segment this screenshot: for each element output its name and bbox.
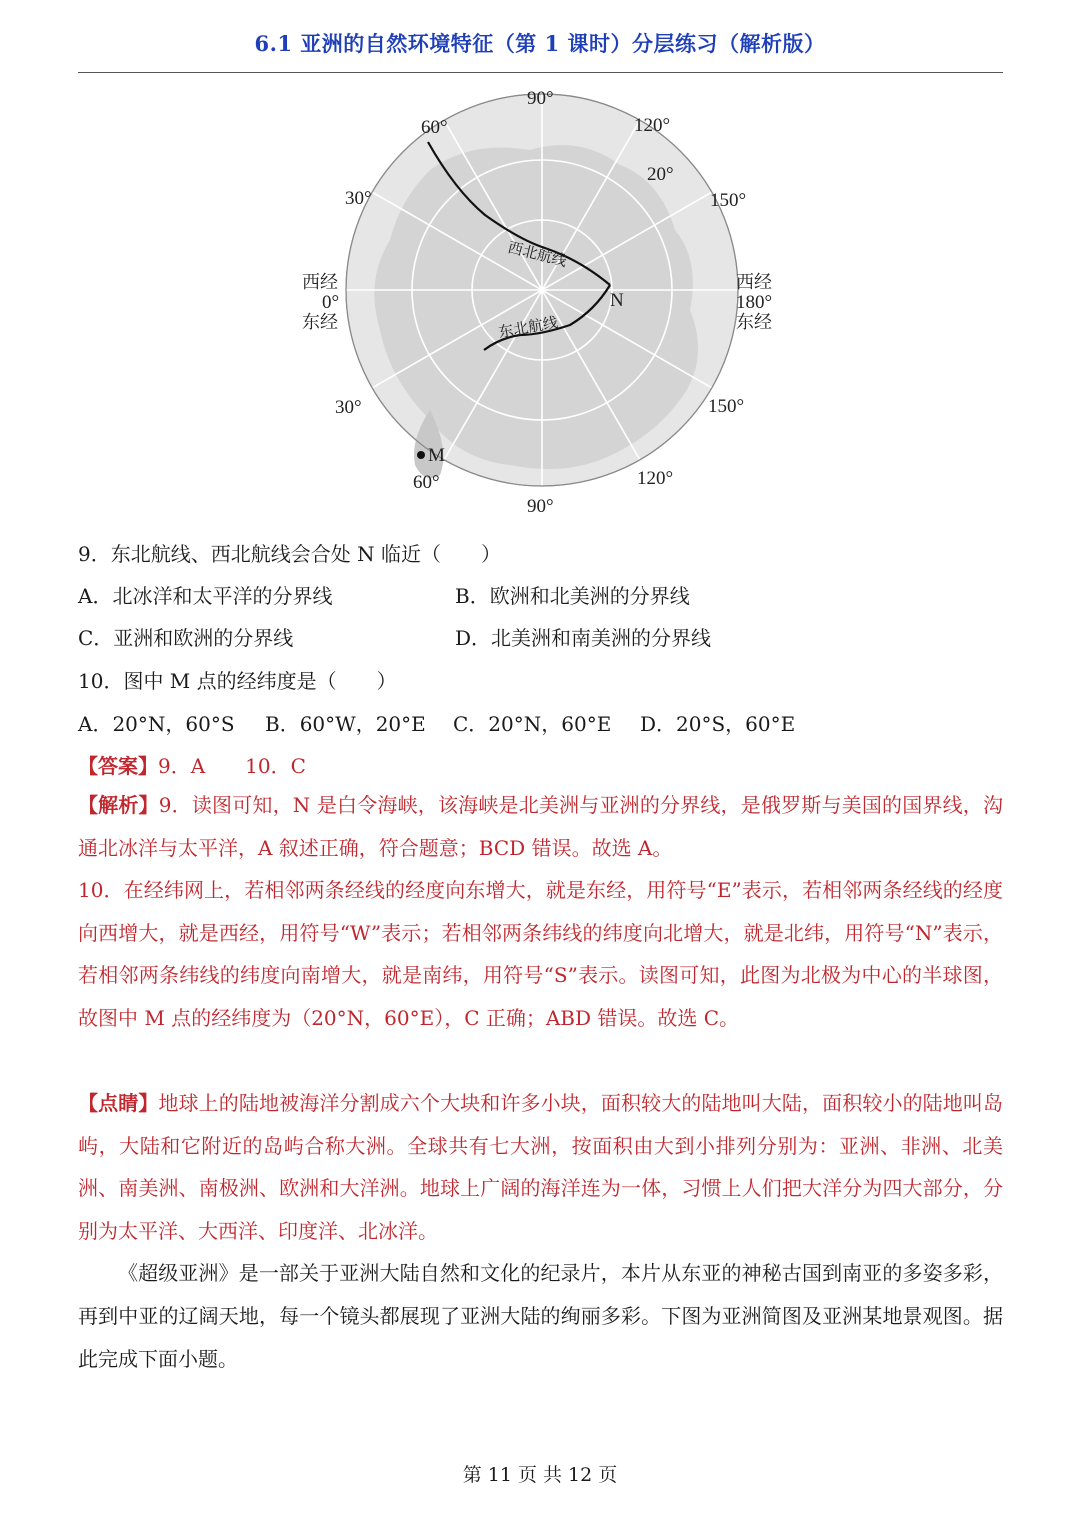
q9-option-a: A．北冰洋和太平洋的分界线 [78,584,333,608]
label-east-right: 东经 [736,312,772,333]
q9-option-d: D．北美洲和南美洲的分界线 [455,626,712,650]
header-divider [78,72,1003,73]
label-150-bottom-right: 150° [708,396,745,417]
label-bottom-120: 120° [637,468,674,489]
label-30-bottom-left: 30° [335,397,362,418]
label-top-90: 90° [527,88,554,109]
label-lat-20: 20° [647,164,674,185]
intro-paragraph: 《超级亚洲》是一部关于亚洲大陆自然和文化的纪录片，本片从东亚的神秘古国到南亚的多姿多彩，再到中亚的辽阔天地，每一个镜头都展现了亚洲大陆的绚丽多彩。下图为亚洲简图及亚洲某地景观图。据此完成下面小题。 [78,1261,1003,1371]
label-bottom-60: 60° [413,472,440,493]
polar-map-svg [280,80,800,520]
point-m-label: M [428,445,445,466]
tip-tag: 【点睛】 [78,1091,159,1115]
tip-text: 地球上的陆地被海洋分割成六个大块和许多小块，面积较大的陆地叫大陆，面积较小的陆地叫岛屿，大陆和它附近的岛屿合称大洲。全球共有七大洲，按面积由大到小排列分别为：亚洲、非洲、北美洲、南美洲、南极洲、欧洲和大洋洲。地球上广阔的海洋连为一体，习惯上人们把大洋分为四大部分，分别为太平洋、大西洋、印度洋、北冰洋。 [78,1091,1004,1243]
label-zero: 0° [322,292,340,313]
analysis-text-1: 9．读图可知，N 是白令海峡，该海峡是北美洲与亚洲的分界线，是俄罗斯与美国的国界线，沟通北冰洋与太平洋，A 叙述正确，符合题意；BCD 错误。故选 A。 [78,793,1003,860]
label-top-60: 60° [421,117,448,138]
q10-option-a: A．20°N，60°S [78,712,235,736]
label-150-top-right: 150° [710,190,747,211]
tip-paragraph [78,1082,1003,1252]
page-title: 6.1 亚洲的自然环境特征（第 1 课时）分层练习（解析版） [254,31,826,56]
label-30-top-left: 30° [345,188,372,209]
q10-option-c: C．20°N，60°E [453,712,612,736]
q9-option-c: C．亚洲和欧洲的分界线 [78,626,294,650]
analysis-tag: 【解析】 [78,793,159,817]
label-180: 180° [736,292,773,313]
answer-line [78,750,306,779]
q10-option-b: B．60°W，20°E [265,712,426,736]
label-west-left: 西经 [302,272,338,293]
polar-map [280,80,800,520]
northeast-route-label: 东北航线 [497,313,560,342]
point-m-marker [417,451,425,459]
page-footer: 第 11 页 共 12 页 [462,1464,618,1486]
northwest-route-label: 西北航线 [506,238,569,271]
answer-text: 9．A 10．C [158,754,306,778]
point-n-label: N [610,290,624,311]
analysis-paragraph-2: 10．在经纬网上，若相邻两条经线的经度向东增大，就是东经，用符号“E”表示，若相邻两条经线的经度向西增大，就是西经，用符号“W”表示；若相邻两条纬线的纬度向北增大，就是北纬，用符号“N”表示，若相邻两条纬线的纬度向南增大，就是南纬，用符号“S”表示。读图可知，此图为北极为中心的半球图，故图中 M 点的经纬度为（20°N，60°E），C 正确；ABD 错误。故选 C。 [78,878,1003,1030]
analysis-paragraph-1 [78,784,1003,869]
q10-option-d: D．20°S，60°E [640,712,796,736]
q9-option-b: B．欧洲和北美洲的分界线 [455,584,690,608]
answer-tag: 【答案】 [78,754,158,778]
label-top-120: 120° [634,115,671,136]
q10-stem: 10．图中 M 点的经纬度是（ ） [78,669,397,693]
q9-stem: 9．东北航线、西北航线会合处 N 临近（ ） [78,542,501,566]
label-bottom-90: 90° [527,496,554,517]
label-east-left: 东经 [302,312,338,333]
label-west-right: 西经 [736,272,772,293]
